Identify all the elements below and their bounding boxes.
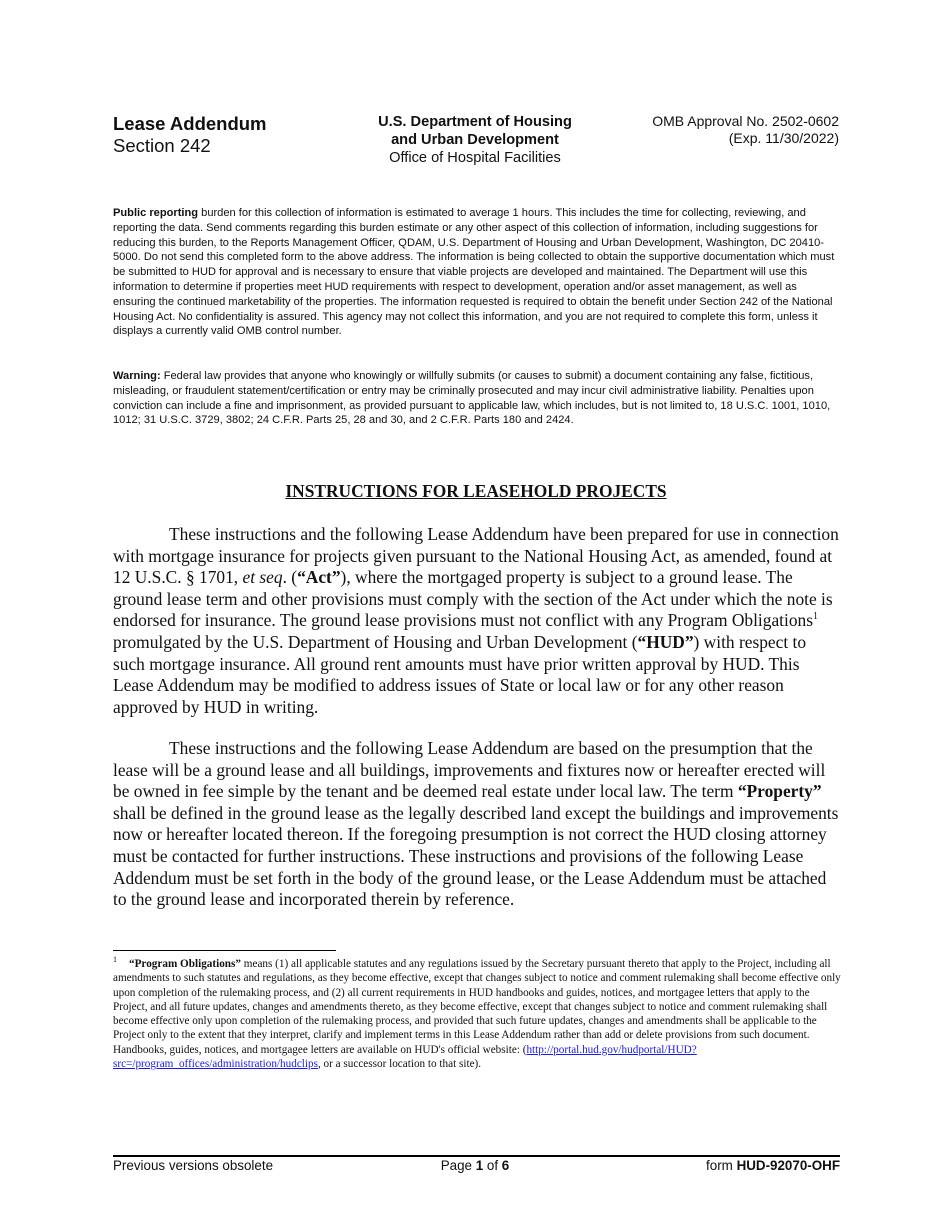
- form-prefix: form: [706, 1158, 737, 1173]
- page-of: of: [483, 1158, 502, 1173]
- footer-page-number: [340, 1158, 610, 1174]
- footnote-reference: 1: [813, 611, 818, 623]
- omb-block: [652, 113, 839, 146]
- agency-office: Office of Hospital Facilities: [389, 150, 561, 166]
- instructions-heading: INSTRUCTIONS FOR LEASEHOLD PROJECTS: [285, 481, 667, 501]
- property-term: “Property”: [737, 781, 822, 802]
- footnote-text: means (1) all applicable statutes and any regulations issued by the Secretary pursuant thereto that apply to the Project, including all amendments to such statutes and regulations, as they become effective, except that changes subject to notice and comment rulemaking shall become effective only upon completion of the rulemaking process, and (2) all current requirements in HUD handbooks and guides, notices, and mortgagee letters that apply to the Project, and all future updates, changes and amendments thereto, as they become effective, except that changes subject to notice and comment rulemaking shall become effective only upon completion of the rulemaking process, and provided that such future updates, changes and amendments shall be applicable to the Project only to the extent that they interpret, clarify and implement terms in this Lease Addendum rather than add or delete provisions from such document. Handbooks, guides, notices, and mortgagee letters are available on HUD's official website: (: [113, 958, 841, 1056]
- footnote-term: “Program Obligations”: [129, 958, 241, 970]
- para1-text-b: . (: [282, 567, 298, 588]
- page-total: 6: [501, 1158, 510, 1173]
- page-prefix: Page: [440, 1158, 476, 1173]
- omb-approval-number: OMB Approval No. 2502-0602: [652, 113, 839, 129]
- form-section: Section 242: [113, 135, 211, 156]
- page-current: 1: [475, 1158, 484, 1173]
- footer-divider: [113, 1155, 840, 1157]
- form-number: HUD-92070-OHF: [736, 1158, 840, 1173]
- form-title: Lease Addendum: [113, 113, 267, 134]
- agency-name-line1: U.S. Department of Housing: [378, 114, 572, 130]
- para2-text-a: These instructions and the following Lease Addendum are based on the presumption that the lease will be a ground lease and all buildings, improvements and fixtures now or hereafter erected will be owned in fee simple by the tenant and be deemed real estate under local law. The term: [113, 738, 826, 802]
- hud-term: “HUD”: [637, 631, 694, 652]
- public-reporting-notice: [113, 206, 841, 339]
- para2-text-b: shall be defined in the ground lease as the legally described land except the buildings and improvements now or hereafter located thereon. If the foregoing presumption is not correct the HUD closing attorney must be contacted for further instructions. These instructions and provisions of the following Lease Addendum must be set forth in the body of the ground lease, or the Lease Addendum must be attached to the ground lease and incorporated therein by reference.: [113, 802, 839, 910]
- footer-form-number: [706, 1158, 840, 1174]
- para1-text-e: ) with respect to such mortgage insurance. All ground rent amounts must have prior written approval by HUD. This Lease Addendum may be modified to address issues of State or local law or for any other reason approved by HUD in writing.: [113, 631, 807, 717]
- instructions-paragraph-2: [113, 738, 841, 911]
- warning-label: Warning:: [113, 370, 161, 382]
- warning-text: Federal law provides that anyone who knowingly or willfully submits (or causes to submit) a document containing any false, fictitious, misleading, or fraudulent statement/certification or entry may be criminally prosecuted and may incur civil administrative liability. Penalties upon conviction can include a fine and imprisonment, as provided pursuant to applicable law, which includes, but is not limited to, 18 U.S.C. 1001, 1010, 1012; 31 U.S.C. 3729, 3802; 24 C.F.R. Parts 25, 28 and 30, and 2 C.F.R. Parts 180 and 2424.: [113, 370, 831, 427]
- footnote-divider: [113, 950, 336, 951]
- hudclips-link[interactable]: http://portal.hud.gov/hudportal/HUD?src=/program_offices/administration/hudclips: [113, 1043, 697, 1071]
- para1-text-c: ), where the mortgaged property is subject to a ground lease. The ground lease term and other provisions must comply with the section of the Act under which the note is endorsed for insurance. The ground lease provisions must not conflict with any Program Obligations: [113, 567, 833, 631]
- footnote-text-after: , or a successor location to that site).: [317, 1058, 482, 1071]
- instructions-paragraph-1: [113, 524, 841, 718]
- para1-text-a: These instructions and the following Lease Addendum have been prepared for use in connection with mortgage insurance for projects given pursuant to the National Housing Act, as amended, found at 12 U.S.C. § 1701,: [113, 524, 839, 588]
- para1-text-d: promulgated by the U.S. Department of Housing and Urban Development (: [113, 631, 638, 652]
- form-title-block: [113, 113, 267, 157]
- omb-expiration: (Exp. 11/30/2022): [728, 129, 839, 146]
- para1-italic: et seq: [242, 567, 283, 588]
- warning-notice: [113, 369, 841, 428]
- act-term: “Act”: [297, 567, 341, 588]
- footer-previous-versions: Previous versions obsolete: [113, 1158, 274, 1173]
- footnote-number: 1: [113, 955, 117, 965]
- public-reporting-text: burden for this collection of information is estimated to average 1 hours. This includes the time for collecting, reviewing, and reporting the data. Send comments regarding this burden estimate or any other aspect of this collection of information, including suggestions for reducing this burden, to the Reports Management Officer, QDAM, U.S. Department of Housing and Urban Development, Washington, DC 20410-5000. Do not send this completed form to the above address. The information is being collected to obtain the supportive documentation which must be submitted to HUD for approval and is necessary to ensure that viable projects are developed and maintained. The Department will use this information to determine if properties meet HUD requirements with respect to development, operation and/or asset management, as well as ensuring the continued marketability of the properties. The information requested is required to obtain the benefit under Section 242 of the National Housing Act. No confidentiality is assured. This agency may not collect this information, and you are not required to complete this form, unless it displays a currently valid OMB control number.: [113, 207, 835, 338]
- agency-block: [325, 113, 625, 167]
- footnote: [113, 957, 841, 1071]
- agency-name-line2: and Urban Development: [391, 132, 559, 148]
- public-reporting-label: Public reporting: [113, 207, 199, 219]
